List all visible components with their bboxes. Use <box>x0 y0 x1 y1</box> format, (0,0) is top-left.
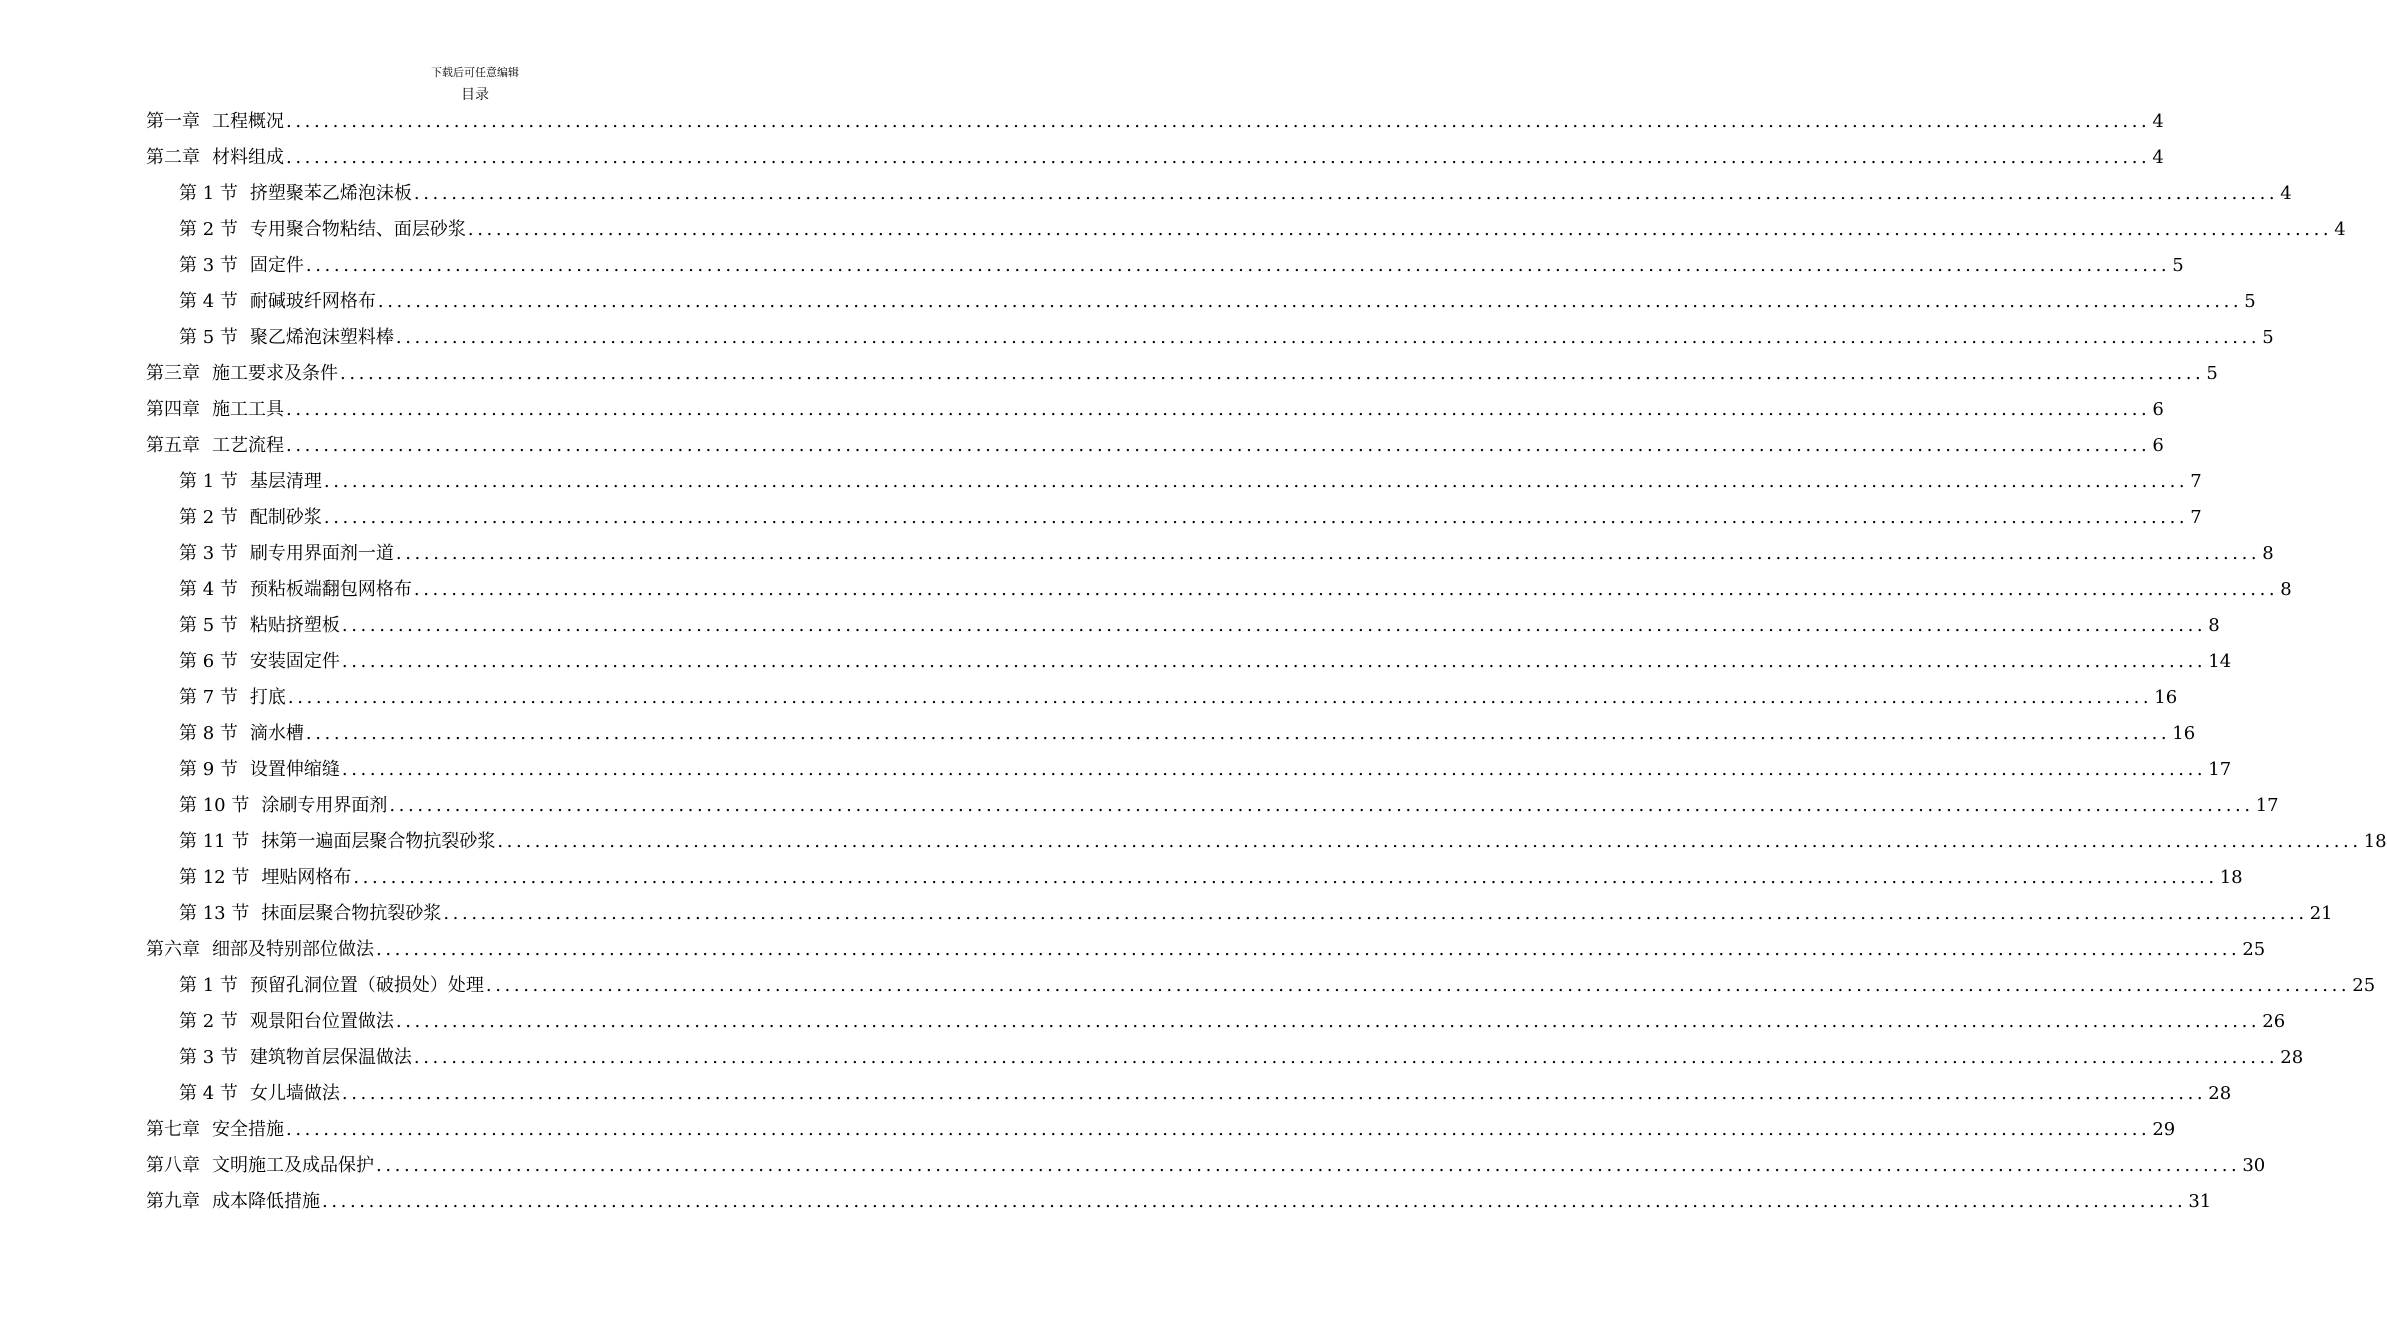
toc-entry-label <box>179 500 322 536</box>
toc-entry-label <box>179 1076 340 1112</box>
toc-entry-title: 挤塑聚苯乙烯泡沫板 <box>249 183 412 204</box>
toc-entry-label <box>146 140 284 176</box>
toc-dot-leader: ........................................................................................................................................................................................................ <box>323 507 2189 528</box>
toc-entry-label <box>179 572 412 608</box>
toc-entry-label <box>179 824 495 860</box>
toc-page-number: 17 <box>2255 795 2279 816</box>
toc-entry-label <box>179 248 304 284</box>
toc-entry-label <box>179 860 351 896</box>
toc-section-entry[interactable] <box>146 464 2202 500</box>
toc-chapter-entry[interactable] <box>146 356 2218 392</box>
toc-chapter-entry[interactable] <box>146 1148 2266 1184</box>
toc-entry-number: 第 12 节 <box>179 867 250 888</box>
toc-section-entry[interactable] <box>146 572 2292 608</box>
toc-entry-title: 抹第一遍面层聚合物抗裂砂浆 <box>261 831 496 852</box>
toc-page-number: 6 <box>2152 435 2164 456</box>
toc-entry-number: 第 11 节 <box>179 831 250 852</box>
toc-entry-label <box>179 176 412 212</box>
toc-entry-title: 观景阳台位置做法 <box>249 1011 394 1032</box>
toc-entry-title: 文明施工及成品保护 <box>212 1155 374 1176</box>
toc-page-number: 25 <box>2242 939 2266 960</box>
toc-entry-label <box>179 608 340 644</box>
toc-page-number: 25 <box>2352 975 2376 996</box>
toc-section-entry[interactable] <box>146 716 2196 752</box>
toc-entry-title: 细部及特别部位做法 <box>212 939 374 960</box>
toc-page-number: 28 <box>2208 1083 2232 1104</box>
toc-entry-title: 打底 <box>249 687 286 708</box>
toc-entry-number: 第 3 节 <box>179 1047 238 1068</box>
toc-entry-number: 第五章 <box>146 435 200 456</box>
toc-entry-title: 基层清理 <box>249 471 322 492</box>
toc-entry-number: 第 1 节 <box>179 471 238 492</box>
toc-entry-number: 第 10 节 <box>179 795 250 816</box>
toc-section-entry[interactable] <box>146 248 2184 284</box>
toc-entry-label <box>179 680 286 716</box>
toc-entry-title: 安全措施 <box>212 1119 284 1140</box>
toc-chapter-entry[interactable] <box>146 428 2164 464</box>
toc-page-number: 6 <box>2152 399 2164 420</box>
toc-entry-number: 第 2 节 <box>179 219 238 240</box>
toc-page-number: 28 <box>2280 1047 2304 1068</box>
toc-dot-leader: ........................................................................................................................................................................................................ <box>305 255 2171 276</box>
page-header-note: 下载后可任意编辑 <box>431 66 519 79</box>
toc-entry-label <box>179 464 322 500</box>
toc-dot-leader: ........................................................................................................................................................................................................ <box>376 1155 2241 1176</box>
toc-entry-label <box>179 212 466 248</box>
toc-entry-label <box>179 968 484 1004</box>
toc-page-number: 8 <box>2208 615 2220 636</box>
toc-entry-title: 埋贴网格布 <box>261 867 352 888</box>
toc-entry-title: 成本降低措施 <box>212 1191 320 1212</box>
toc-section-entry[interactable] <box>146 1076 2232 1112</box>
toc-entry-title: 预留孔洞位置（破损处）处理 <box>249 975 484 996</box>
toc-entry-number: 第 1 节 <box>179 183 238 204</box>
toc-entry-label <box>179 536 394 572</box>
toc-entry-label <box>146 932 374 968</box>
toc-section-entry[interactable] <box>146 1004 2286 1040</box>
toc-entry-label <box>179 644 340 680</box>
toc-dot-leader: ........................................................................................................................................................................................................ <box>286 1119 2151 1140</box>
toc-page-number: 18 <box>2219 867 2243 888</box>
toc-entry-number: 第 5 节 <box>179 615 238 636</box>
toc-page-number: 4 <box>2152 111 2164 132</box>
toc-entry-label <box>146 392 284 428</box>
toc-page-number: 7 <box>2190 471 2202 492</box>
toc-page-number: 8 <box>2262 543 2274 564</box>
toc-chapter-entry[interactable] <box>146 140 2164 176</box>
toc-entry-number: 第二章 <box>146 147 200 168</box>
toc-dot-leader: ........................................................................................................................................................................................................ <box>341 759 2207 780</box>
toc-entry-title: 材料组成 <box>212 147 284 168</box>
toc-dot-leader: ........................................................................................................................................................................................................ <box>286 147 2151 168</box>
table-of-contents <box>146 104 2387 1220</box>
toc-entry-number: 第 5 节 <box>179 327 238 348</box>
toc-page-number: 4 <box>2334 219 2346 240</box>
toc-dot-leader: ........................................................................................................................................................................................................ <box>323 471 2189 492</box>
toc-dot-leader: ........................................................................................................................................................................................................ <box>287 687 2153 708</box>
toc-chapter-entry[interactable] <box>146 1184 2212 1220</box>
toc-dot-leader: ........................................................................................................................................................................................................ <box>485 975 2351 996</box>
toc-dot-leader: ........................................................................................................................................................................................................ <box>353 867 2218 888</box>
toc-section-entry[interactable] <box>146 968 2376 1004</box>
toc-entry-number: 第 4 节 <box>179 579 238 600</box>
toc-entry-label <box>179 716 304 752</box>
toc-page-number: 4 <box>2152 147 2164 168</box>
toc-page-number: 5 <box>2262 327 2274 348</box>
toc-entry-number: 第 2 节 <box>179 507 238 528</box>
toc-chapter-entry[interactable] <box>146 1112 2176 1148</box>
toc-dot-leader: ........................................................................................................................................................................................................ <box>340 363 2205 384</box>
toc-section-entry[interactable] <box>146 500 2202 536</box>
toc-entry-number: 第 3 节 <box>179 255 238 276</box>
toc-entry-number: 第 4 节 <box>179 1083 238 1104</box>
toc-entry-label <box>146 428 284 464</box>
toc-page-number: 16 <box>2172 723 2196 744</box>
toc-page-number: 7 <box>2190 507 2202 528</box>
toc-section-entry[interactable] <box>146 860 2243 896</box>
toc-page-number: 16 <box>2154 687 2178 708</box>
toc-entry-label <box>179 752 340 788</box>
toc-dot-leader: ........................................................................................................................................................................................................ <box>341 615 2207 636</box>
toc-section-entry[interactable] <box>146 536 2274 572</box>
toc-page-number: 30 <box>2242 1155 2266 1176</box>
toc-dot-leader: ........................................................................................................................................................................................................ <box>443 903 2308 924</box>
toc-entry-title: 固定件 <box>249 255 304 276</box>
toc-entry-title: 刷专用界面剂一道 <box>249 543 394 564</box>
toc-dot-leader: ........................................................................................................................................................................................................ <box>413 579 2279 600</box>
toc-page-number: 29 <box>2152 1119 2176 1140</box>
toc-entry-label <box>179 1004 394 1040</box>
toc-section-entry[interactable] <box>146 824 2387 860</box>
toc-section-entry[interactable] <box>146 788 2279 824</box>
toc-entry-title: 耐碱玻纤网格布 <box>249 291 376 312</box>
toc-chapter-entry[interactable] <box>146 932 2266 968</box>
toc-dot-leader: ........................................................................................................................................................................................................ <box>395 327 2261 348</box>
toc-title: 目录 <box>461 87 489 103</box>
toc-section-entry[interactable] <box>146 212 2346 248</box>
toc-section-entry[interactable] <box>146 644 2232 680</box>
toc-entry-label <box>146 1148 374 1184</box>
toc-entry-number: 第 8 节 <box>179 723 238 744</box>
toc-dot-leader: ........................................................................................................................................................................................................ <box>286 399 2151 420</box>
toc-page-number: 17 <box>2208 759 2232 780</box>
toc-entry-label <box>146 104 284 140</box>
toc-entry-title: 工艺流程 <box>212 435 284 456</box>
toc-entry-label <box>179 320 394 356</box>
toc-entry-label <box>146 1112 284 1148</box>
toc-entry-label <box>179 1040 412 1076</box>
toc-entry-title: 涂刷专用界面剂 <box>261 795 388 816</box>
toc-section-entry[interactable] <box>146 752 2232 788</box>
toc-dot-leader: ........................................................................................................................................................................................................ <box>377 291 2243 312</box>
toc-page-number: 8 <box>2280 579 2292 600</box>
toc-entry-number: 第 3 节 <box>179 543 238 564</box>
toc-page-number: 4 <box>2280 183 2292 204</box>
toc-entry-title: 安装固定件 <box>249 651 340 672</box>
toc-entry-label <box>179 284 376 320</box>
toc-entry-title: 滴水槽 <box>249 723 304 744</box>
toc-entry-label <box>146 1184 320 1220</box>
toc-entry-number: 第 9 节 <box>179 759 238 780</box>
toc-dot-leader: ........................................................................................................................................................................................................ <box>395 543 2261 564</box>
toc-entry-title: 配制砂浆 <box>249 507 322 528</box>
toc-entry-title: 建筑物首层保温做法 <box>249 1047 412 1068</box>
toc-entry-number: 第三章 <box>146 363 200 384</box>
toc-dot-leader: ........................................................................................................................................................................................................ <box>322 1191 2187 1212</box>
toc-page-number: 14 <box>2208 651 2232 672</box>
toc-section-entry[interactable] <box>146 608 2220 644</box>
toc-chapter-entry[interactable] <box>146 104 2164 140</box>
toc-entry-title: 施工工具 <box>212 399 284 420</box>
toc-dot-leader: ........................................................................................................................................................................................................ <box>389 795 2254 816</box>
toc-section-entry[interactable] <box>146 284 2256 320</box>
toc-dot-leader: ........................................................................................................................................................................................................ <box>286 435 2151 456</box>
toc-entry-title: 设置伸缩缝 <box>249 759 340 780</box>
toc-dot-leader: ........................................................................................................................................................................................................ <box>497 831 2362 852</box>
toc-section-entry[interactable] <box>146 680 2178 716</box>
toc-entry-title: 聚乙烯泡沫塑料棒 <box>249 327 394 348</box>
toc-entry-number: 第八章 <box>146 1155 200 1176</box>
toc-dot-leader: ........................................................................................................................................................................................................ <box>286 111 2151 132</box>
toc-entry-title: 预粘板端翻包网格布 <box>249 579 412 600</box>
toc-entry-number: 第六章 <box>146 939 200 960</box>
toc-entry-number: 第九章 <box>146 1191 200 1212</box>
toc-entry-title: 专用聚合物粘结、面层砂浆 <box>249 219 466 240</box>
toc-entry-label <box>179 896 441 932</box>
toc-dot-leader: ........................................................................................................................................................................................................ <box>341 651 2207 672</box>
toc-entry-number: 第一章 <box>146 111 200 132</box>
toc-section-entry[interactable] <box>146 896 2333 932</box>
toc-page-number: 5 <box>2244 291 2256 312</box>
toc-page-number: 31 <box>2188 1191 2212 1212</box>
toc-entry-title: 工程概况 <box>212 111 284 132</box>
toc-dot-leader: ........................................................................................................................................................................................................ <box>395 1011 2261 1032</box>
toc-entry-number: 第 2 节 <box>179 1011 238 1032</box>
toc-page-number: 5 <box>2172 255 2184 276</box>
toc-entry-number: 第七章 <box>146 1119 200 1140</box>
toc-entry-number: 第 6 节 <box>179 651 238 672</box>
toc-dot-leader: ........................................................................................................................................................................................................ <box>467 219 2333 240</box>
toc-page-number: 21 <box>2309 903 2333 924</box>
toc-entry-number: 第 7 节 <box>179 687 238 708</box>
toc-dot-leader: ........................................................................................................................................................................................................ <box>413 1047 2279 1068</box>
toc-dot-leader: ........................................................................................................................................................................................................ <box>305 723 2171 744</box>
toc-entry-title: 抹面层聚合物抗裂砂浆 <box>261 903 442 924</box>
toc-entry-label <box>179 788 387 824</box>
toc-entry-number: 第四章 <box>146 399 200 420</box>
toc-dot-leader: ........................................................................................................................................................................................................ <box>413 183 2279 204</box>
toc-chapter-entry[interactable] <box>146 392 2164 428</box>
toc-entry-number: 第 13 节 <box>179 903 250 924</box>
toc-entry-number: 第 4 节 <box>179 291 238 312</box>
toc-entry-label <box>146 356 338 392</box>
toc-entry-number: 第 1 节 <box>179 975 238 996</box>
toc-page-number: 5 <box>2206 363 2218 384</box>
toc-dot-leader: ........................................................................................................................................................................................................ <box>376 939 2241 960</box>
toc-section-entry[interactable] <box>146 320 2274 356</box>
toc-page-number: 18 <box>2363 831 2387 852</box>
toc-entry-title: 女儿墙做法 <box>249 1083 340 1104</box>
toc-entry-title: 粘贴挤塑板 <box>249 615 340 636</box>
toc-page-number: 26 <box>2262 1011 2286 1032</box>
toc-section-entry[interactable] <box>146 176 2292 212</box>
toc-dot-leader: ........................................................................................................................................................................................................ <box>341 1083 2207 1104</box>
toc-entry-title: 施工要求及条件 <box>212 363 338 384</box>
toc-section-entry[interactable] <box>146 1040 2304 1076</box>
